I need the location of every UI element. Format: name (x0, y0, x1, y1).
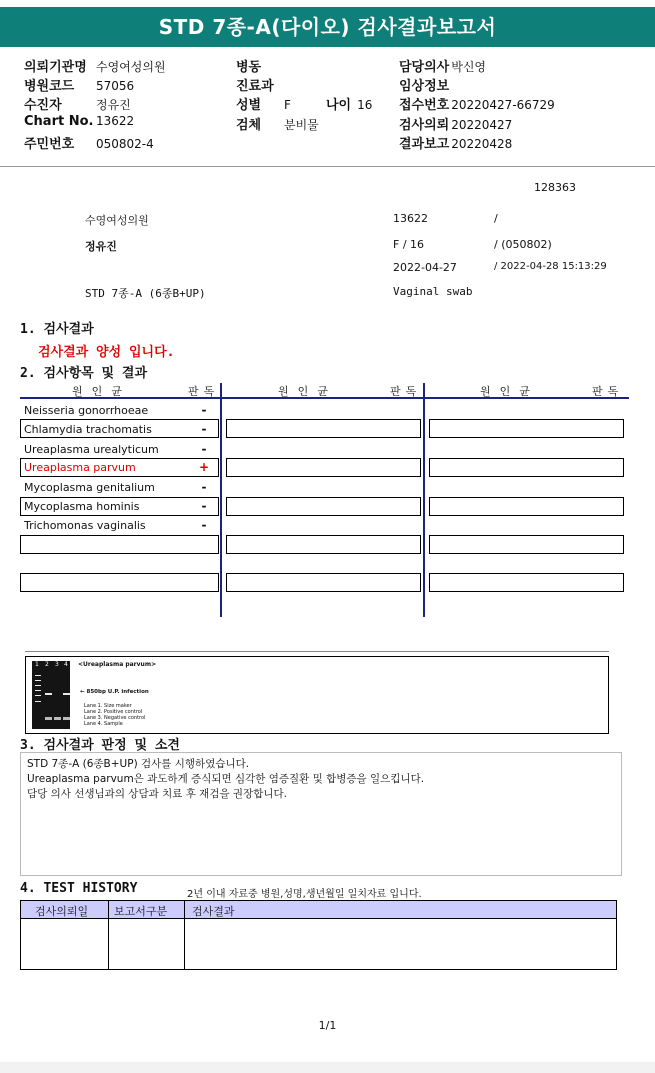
grid-divider-2 (423, 383, 425, 617)
gel-band (35, 695, 41, 696)
gel-image-box (25, 656, 609, 734)
item-ureaplasma-parvum: Ureaplasma parvum (24, 461, 136, 474)
history-col-result: 검사결과 (192, 905, 235, 918)
gel-legend (84, 703, 145, 727)
gel-top-line (25, 651, 609, 652)
gel-legend-4: Lane 4. Sample (84, 721, 123, 727)
header-age: 나이 16 (326, 98, 373, 113)
section3-title: 3. 검사결과 판정 및 소견 (20, 738, 180, 753)
judge-ureaplasma-urealyticum: - (201, 442, 207, 456)
judge-ureaplasma-parvum: + (198, 460, 210, 474)
cell-col3-5 (429, 573, 624, 592)
header-divider (0, 166, 655, 167)
judge-mycoplasma-genitalium: - (201, 480, 207, 494)
gel-title: <Ureaplasma parvum> (78, 661, 157, 668)
header-chart-no: Chart No. 13622 (24, 114, 135, 129)
header-report-date: 결과보고 20220428 (399, 137, 513, 152)
section4-title: 4. TEST HISTORY (20, 881, 138, 896)
lane-label-3: 3 (55, 661, 59, 668)
lane-label-4: 4 (64, 661, 68, 668)
report-code: 128363 (534, 181, 576, 194)
gel-band (35, 685, 41, 686)
cell-col2-5 (226, 573, 421, 592)
gel-legend-1: Lane 1. Size maker (84, 703, 132, 709)
grid-divider-1 (220, 383, 222, 617)
findings-line-1: STD 7종-A (6종B+UP) 검사를 시행하였습니다. (27, 758, 250, 770)
cell-col2-2 (226, 458, 421, 477)
history-col-date: 검사의뢰일 (35, 905, 89, 918)
info-slash: / (494, 212, 498, 225)
history-col-divider-2 (184, 901, 185, 969)
gel-band (54, 717, 61, 720)
gel-band (35, 690, 41, 691)
info-birth: / (050802) (494, 238, 552, 251)
col-pathogen-3: 원인균 (480, 385, 539, 398)
header-ward: 병동 (236, 60, 262, 75)
gel-band (63, 717, 70, 720)
header-doctor: 담당의사 박신영 (399, 60, 487, 75)
gel-image (32, 661, 70, 729)
history-note: 2년 이내 자료중 병원,성명,생년월일 일치자료 입니다. (187, 889, 422, 900)
history-col-divider-1 (108, 901, 109, 969)
gel-legend-2: Lane 2. Positive control (84, 709, 143, 715)
item-mycoplasma-genitalium: Mycoplasma genitalium (24, 481, 155, 494)
gel-band (45, 693, 52, 695)
page-number: 1/1 (318, 1019, 337, 1032)
positive-result: 검사결과 양성 입니다. (38, 345, 175, 360)
info-test-name: STD 7종-A (6종B+UP) (85, 287, 206, 300)
info-name: 정유진 (85, 240, 117, 253)
history-table-header (21, 901, 616, 919)
header-receipt-no: 접수번호 20220427-66729 (399, 98, 555, 113)
gel-band (35, 675, 41, 676)
findings-line-3: 담당 의사 선생님과의 상담과 치료 후 재검을 권장합니다. (27, 788, 287, 800)
findings-line-2: Ureaplasma parvum은 과도하게 증식되면 심각한 염증질환 및 합병증을 일으킵니다. (27, 773, 425, 785)
cell-col2-3 (226, 497, 421, 516)
header-clinical: 임상정보 (399, 79, 450, 94)
gel-band (63, 693, 70, 695)
history-table (20, 900, 617, 970)
cell-empty-2 (20, 573, 219, 592)
section1-title: 1. 검사결과 (20, 322, 94, 337)
header-hosp-code: 병원코드 57056 (24, 79, 135, 94)
info-sex-age: F / 16 (393, 238, 425, 251)
info-chart: 13622 (393, 212, 428, 225)
info-date2: / 2022-04-28 15:13:29 (494, 261, 607, 272)
gel-legend-3: Lane 3. Negative control (84, 715, 146, 721)
item-mycoplasma-hominis: Mycoplasma hominis (24, 500, 140, 513)
judge-neisseria: - (201, 403, 207, 417)
header-req-date: 검사의뢰 20220427 (399, 118, 513, 133)
item-neisseria: Neisseria gonorrhoeae (24, 404, 149, 417)
header-patient: 수진자 정유진 (24, 98, 131, 113)
header-dept: 진료과 (236, 79, 274, 94)
report-title: STD 7종-A(다이오) 검사결과보고서 (0, 7, 655, 47)
cell-col3-1 (429, 419, 624, 438)
judge-mycoplasma-hominis: - (201, 499, 207, 513)
gel-arrow-label: ← 850bp U.P. infection (80, 689, 149, 695)
header-req-inst: 의뢰기관명 수영여성의원 (24, 60, 166, 75)
col-pathogen-2: 원인균 (278, 385, 337, 398)
item-trichomonas: Trichomonas vaginalis (24, 519, 146, 532)
section2-title: 2. 검사항목 및 결과 (20, 366, 148, 381)
judge-chlamydia: - (201, 422, 207, 436)
judge-trichomonas: - (201, 518, 207, 532)
header-sex: 성별 F (236, 98, 291, 113)
results-grid-header (20, 383, 629, 399)
info-clinic: 수영여성의원 (85, 214, 149, 227)
lane-label-1: 1 (35, 661, 39, 668)
cell-empty-1 (20, 535, 219, 554)
cell-col2-1 (226, 419, 421, 438)
cell-col3-3 (429, 497, 624, 516)
cell-col2-4 (226, 535, 421, 554)
history-col-type: 보고서구분 (114, 905, 168, 918)
item-chlamydia: Chlamydia trachomatis (24, 423, 152, 436)
col-pathogen-1: 원인균 (72, 385, 131, 398)
gel-band (45, 717, 52, 720)
info-date1: 2022-04-27 (393, 261, 457, 274)
cell-col3-4 (429, 535, 624, 554)
col-judge-2: 판독 (390, 385, 422, 398)
cell-col3-2 (429, 458, 624, 477)
header-rrn: 주민번호 050802-4 (24, 137, 154, 152)
lane-label-2: 2 (45, 661, 49, 668)
col-judge-1: 판독 (188, 385, 220, 398)
item-ureaplasma-urealyticum: Ureaplasma urealyticum (24, 443, 159, 456)
header-specimen: 검체 분비물 (236, 118, 319, 133)
gel-band (35, 701, 41, 702)
findings-box (20, 752, 622, 876)
gel-band (35, 680, 41, 681)
info-specimen: Vaginal swab (393, 285, 473, 298)
col-judge-3: 판독 (592, 385, 624, 398)
